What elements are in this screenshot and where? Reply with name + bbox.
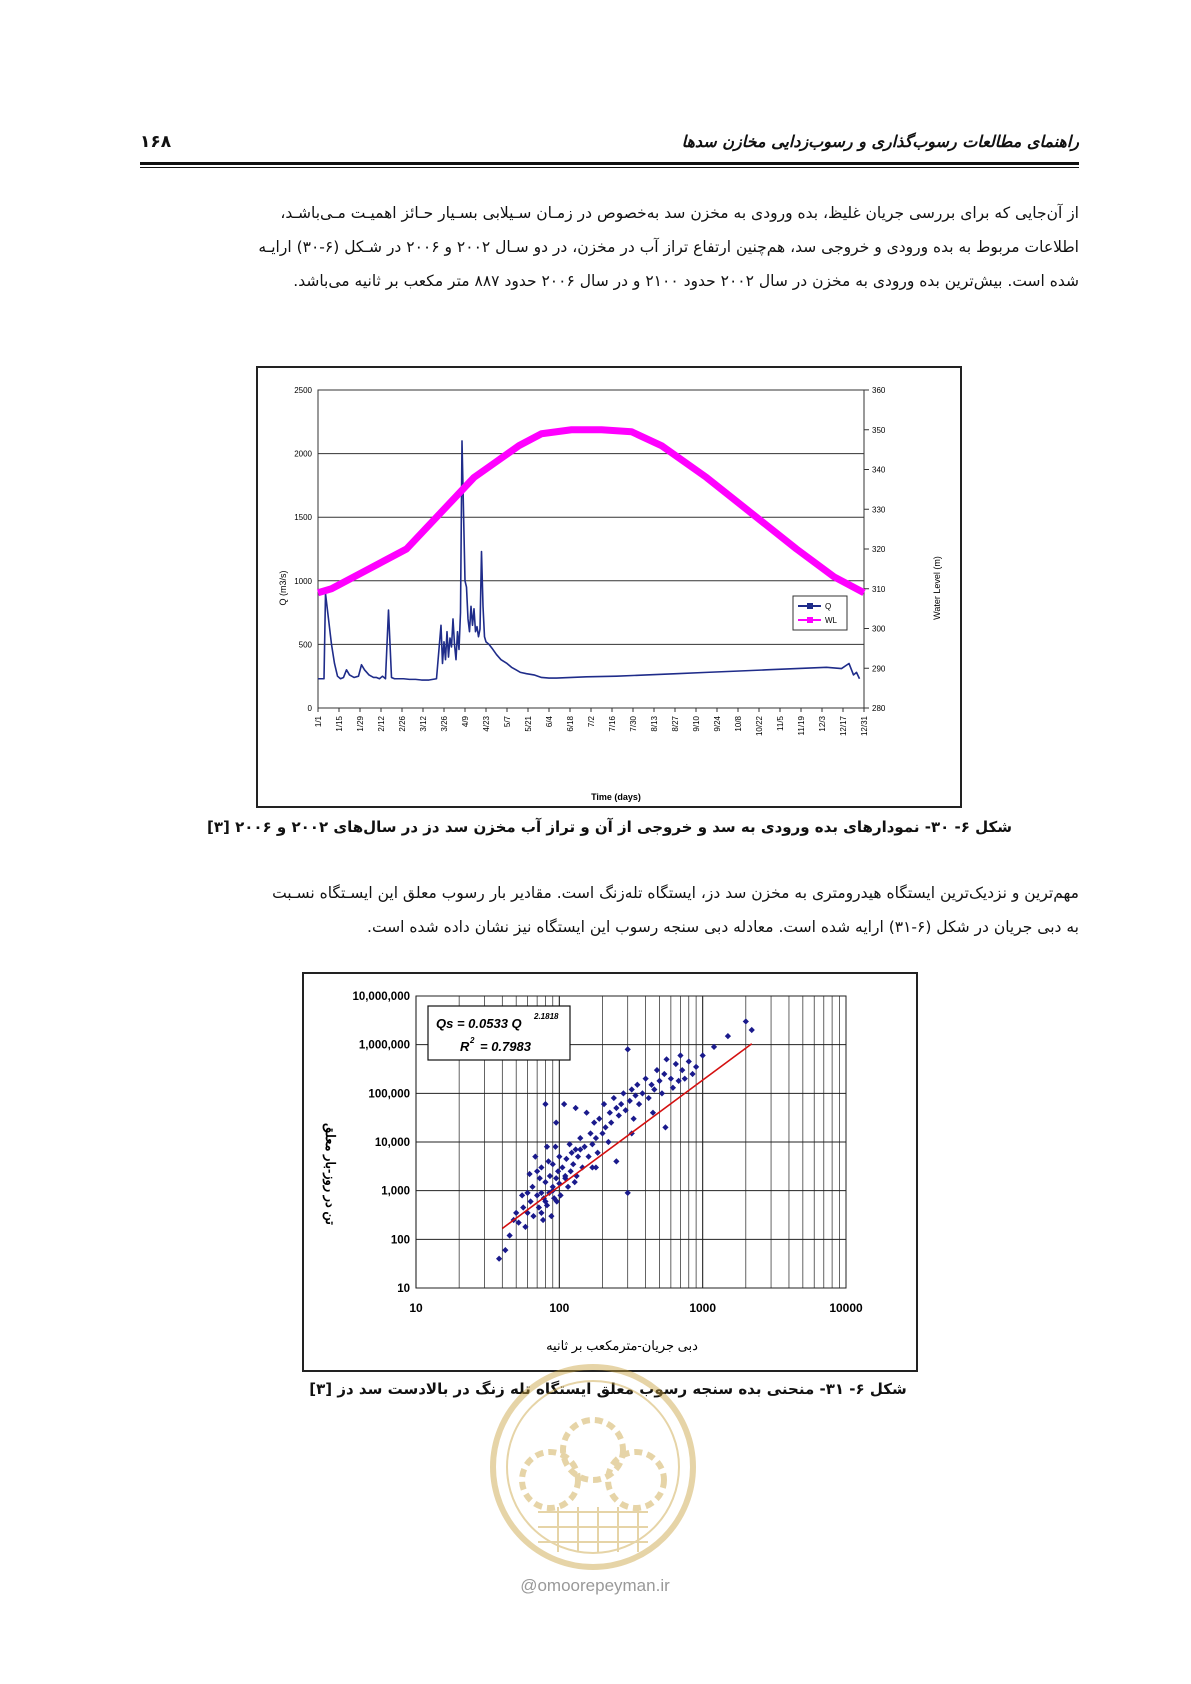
header-rule bbox=[140, 162, 1079, 165]
r2-label: R bbox=[460, 1039, 470, 1054]
equation-box bbox=[428, 1006, 570, 1060]
y-axis-title: تن در روز-بار معلق bbox=[323, 1123, 338, 1225]
header-title: راهنمای مطالعات رسوب‌گذاری و رسوب‌زدایی مخازن سدها bbox=[681, 132, 1079, 151]
figure-30-caption: شکل ۶- ۳۰- نمودارهای بده ورودی به سد و خروجی از آن و تراز آب مخزن سد دز در سال‌های ۲۰۰۲ و ۲۰۰۶ [۳] bbox=[206, 818, 1012, 836]
y2-tick-label: 360 bbox=[872, 386, 886, 395]
x-tick-label: 12/3 bbox=[818, 716, 827, 732]
x-tick-label: 6/18 bbox=[566, 716, 575, 732]
x-tick-label: 3/26 bbox=[440, 716, 449, 732]
y2-tick-label: 280 bbox=[872, 704, 886, 713]
y-tick-label: 10,000 bbox=[374, 1137, 410, 1149]
paragraph-line: اطلاعات مربوط به بده ورودی و خروجی سد، هم‌چنین ارتفاع تراز آب در مخزن، در دو سـال ۲۰۰۲ و ۲۰۰۶ در شـکل (۶-۳۰) ارایـه bbox=[258, 238, 1079, 256]
x-tick-label: 3/12 bbox=[419, 716, 428, 732]
legend-label: Q bbox=[825, 602, 832, 611]
y-tick-label: 0 bbox=[307, 704, 312, 713]
figure-31-caption: شکل ۶- ۳۱- منحنی بده سنجه رسوب معلق ایستگاه تله زنگ در بالادست سد دز [۳] bbox=[309, 1380, 907, 1398]
x-tick-label: 5/21 bbox=[524, 716, 533, 732]
y-tick-label: 10,000,000 bbox=[352, 991, 410, 1003]
x-tick-label: 12/17 bbox=[839, 716, 848, 737]
x-tick-label: 2/26 bbox=[398, 716, 407, 732]
x-tick-label: 9/10 bbox=[692, 716, 701, 732]
y-tick-label: 1500 bbox=[294, 513, 312, 523]
y2-tick-label: 350 bbox=[872, 425, 886, 435]
figure-30 bbox=[256, 366, 962, 808]
watermark-text: @omoorepeyman.ir bbox=[520, 1576, 670, 1595]
figure-31 bbox=[302, 972, 918, 1372]
watermark-seal bbox=[488, 1362, 698, 1572]
y-tick-label: 1,000,000 bbox=[358, 1039, 410, 1052]
x-tick-label: 7/16 bbox=[608, 716, 617, 732]
y-tick-label: 2000 bbox=[294, 449, 312, 459]
y2-tick-label: 340 bbox=[872, 465, 886, 475]
paragraph-intro bbox=[140, 196, 1079, 298]
x-tick-label: 6/4 bbox=[545, 716, 554, 728]
x-tick-label: 1000 bbox=[689, 1301, 717, 1315]
x-tick-label: 7/2 bbox=[587, 716, 596, 728]
y-axis-title: Q (m3/s) bbox=[278, 570, 288, 606]
legend-label: WL bbox=[825, 616, 837, 625]
paragraph-line: شده است. بیش‌ترین بده ورودی به مخزن در سال ۲۰۰۲ حدود ۲۱۰۰ و در سال ۲۰۰۶ حدود ۸۸۷ متر مکعب بر ثانیه می‌باشد. bbox=[293, 272, 1079, 290]
y-tick-label: 1,000 bbox=[381, 1185, 410, 1198]
x-axis-title: دبی جریان-مترمکعب بر ثانیه bbox=[546, 1338, 698, 1353]
x-tick-label: 10 bbox=[409, 1301, 423, 1315]
y-tick-label: 2500 bbox=[294, 386, 312, 395]
y-tick-label: 500 bbox=[298, 640, 312, 650]
equation-text: Qs = 0.0533 Q bbox=[436, 1016, 522, 1031]
x-axis-title: Time (days) bbox=[591, 792, 641, 802]
x-tick-label: 11/5 bbox=[776, 716, 785, 731]
r2-superscript: 2 bbox=[470, 1036, 475, 1045]
y2-tick-label: 330 bbox=[872, 505, 886, 515]
x-tick-label: 4/23 bbox=[482, 716, 491, 732]
y-tick-label: 100 bbox=[390, 1234, 410, 1247]
x-tick-label: 10000 bbox=[829, 1301, 863, 1315]
x-tick-label: 7/30 bbox=[629, 716, 638, 732]
header-rule-thin bbox=[140, 167, 1079, 168]
y2-tick-label: 300 bbox=[872, 624, 886, 634]
x-tick-label: 11/19 bbox=[797, 716, 806, 736]
y-tick-label: 1000 bbox=[294, 576, 312, 586]
y-tick-label: 100,000 bbox=[368, 1088, 410, 1101]
flow-water-level-chart bbox=[258, 368, 960, 806]
x-tick-label: 10/8 bbox=[734, 716, 743, 732]
x-tick-label: 5/7 bbox=[503, 716, 512, 728]
sediment-rating-chart bbox=[304, 974, 916, 1370]
x-tick-label: 1/29 bbox=[356, 716, 365, 732]
y2-tick-label: 290 bbox=[872, 664, 886, 674]
y2-axis-title: Water Level (m) bbox=[932, 556, 942, 620]
x-tick-label: 1/1 bbox=[314, 716, 323, 728]
x-tick-label: 9/24 bbox=[713, 716, 722, 732]
legend-marker bbox=[807, 603, 813, 609]
paragraph-line: از آن‌جایی که برای بررسی جریان غلیظ، بده ورودی به مخزن سد به‌خصوص در زمـان سـیلابی بسـیار حـائز اهمیـت مـی‌باشـد، bbox=[280, 204, 1079, 222]
y2-tick-label: 320 bbox=[872, 545, 886, 554]
x-tick-label: 100 bbox=[549, 1301, 570, 1315]
x-tick-label: 1/15 bbox=[335, 716, 344, 732]
legend-marker bbox=[807, 617, 813, 623]
page-number: ۱۶۸ bbox=[140, 132, 172, 152]
paragraph-line: مهم‌ترین و نزدیک‌ترین ایستگاه هیدرومتری به مخزن سد دز، ایستگاه تله‌زنگ است. مقادیر بار رسوب معلق این ایسـتگاه نسـبت bbox=[272, 884, 1079, 902]
legend bbox=[793, 596, 847, 630]
y-tick-label: 10 bbox=[397, 1283, 410, 1295]
paragraph-station bbox=[140, 876, 1079, 944]
x-tick-label: 10/22 bbox=[755, 716, 764, 737]
x-tick-label: 12/31 bbox=[860, 716, 869, 737]
equation-exponent: 2.1818 bbox=[534, 1012, 559, 1021]
x-tick-label: 8/27 bbox=[671, 716, 680, 732]
x-tick-label: 8/13 bbox=[650, 716, 659, 732]
paragraph-line: به دبی جریان در شکل (۶-۳۱) ارایه شده است. معادله دبی سنجه رسوب این ایستگاه نیز نشان داده شده است. bbox=[367, 918, 1079, 936]
x-tick-label: 2/12 bbox=[377, 716, 386, 732]
y2-tick-label: 310 bbox=[872, 584, 886, 594]
r2-value: = 0.7983 bbox=[480, 1039, 531, 1054]
x-tick-label: 4/9 bbox=[461, 716, 470, 728]
